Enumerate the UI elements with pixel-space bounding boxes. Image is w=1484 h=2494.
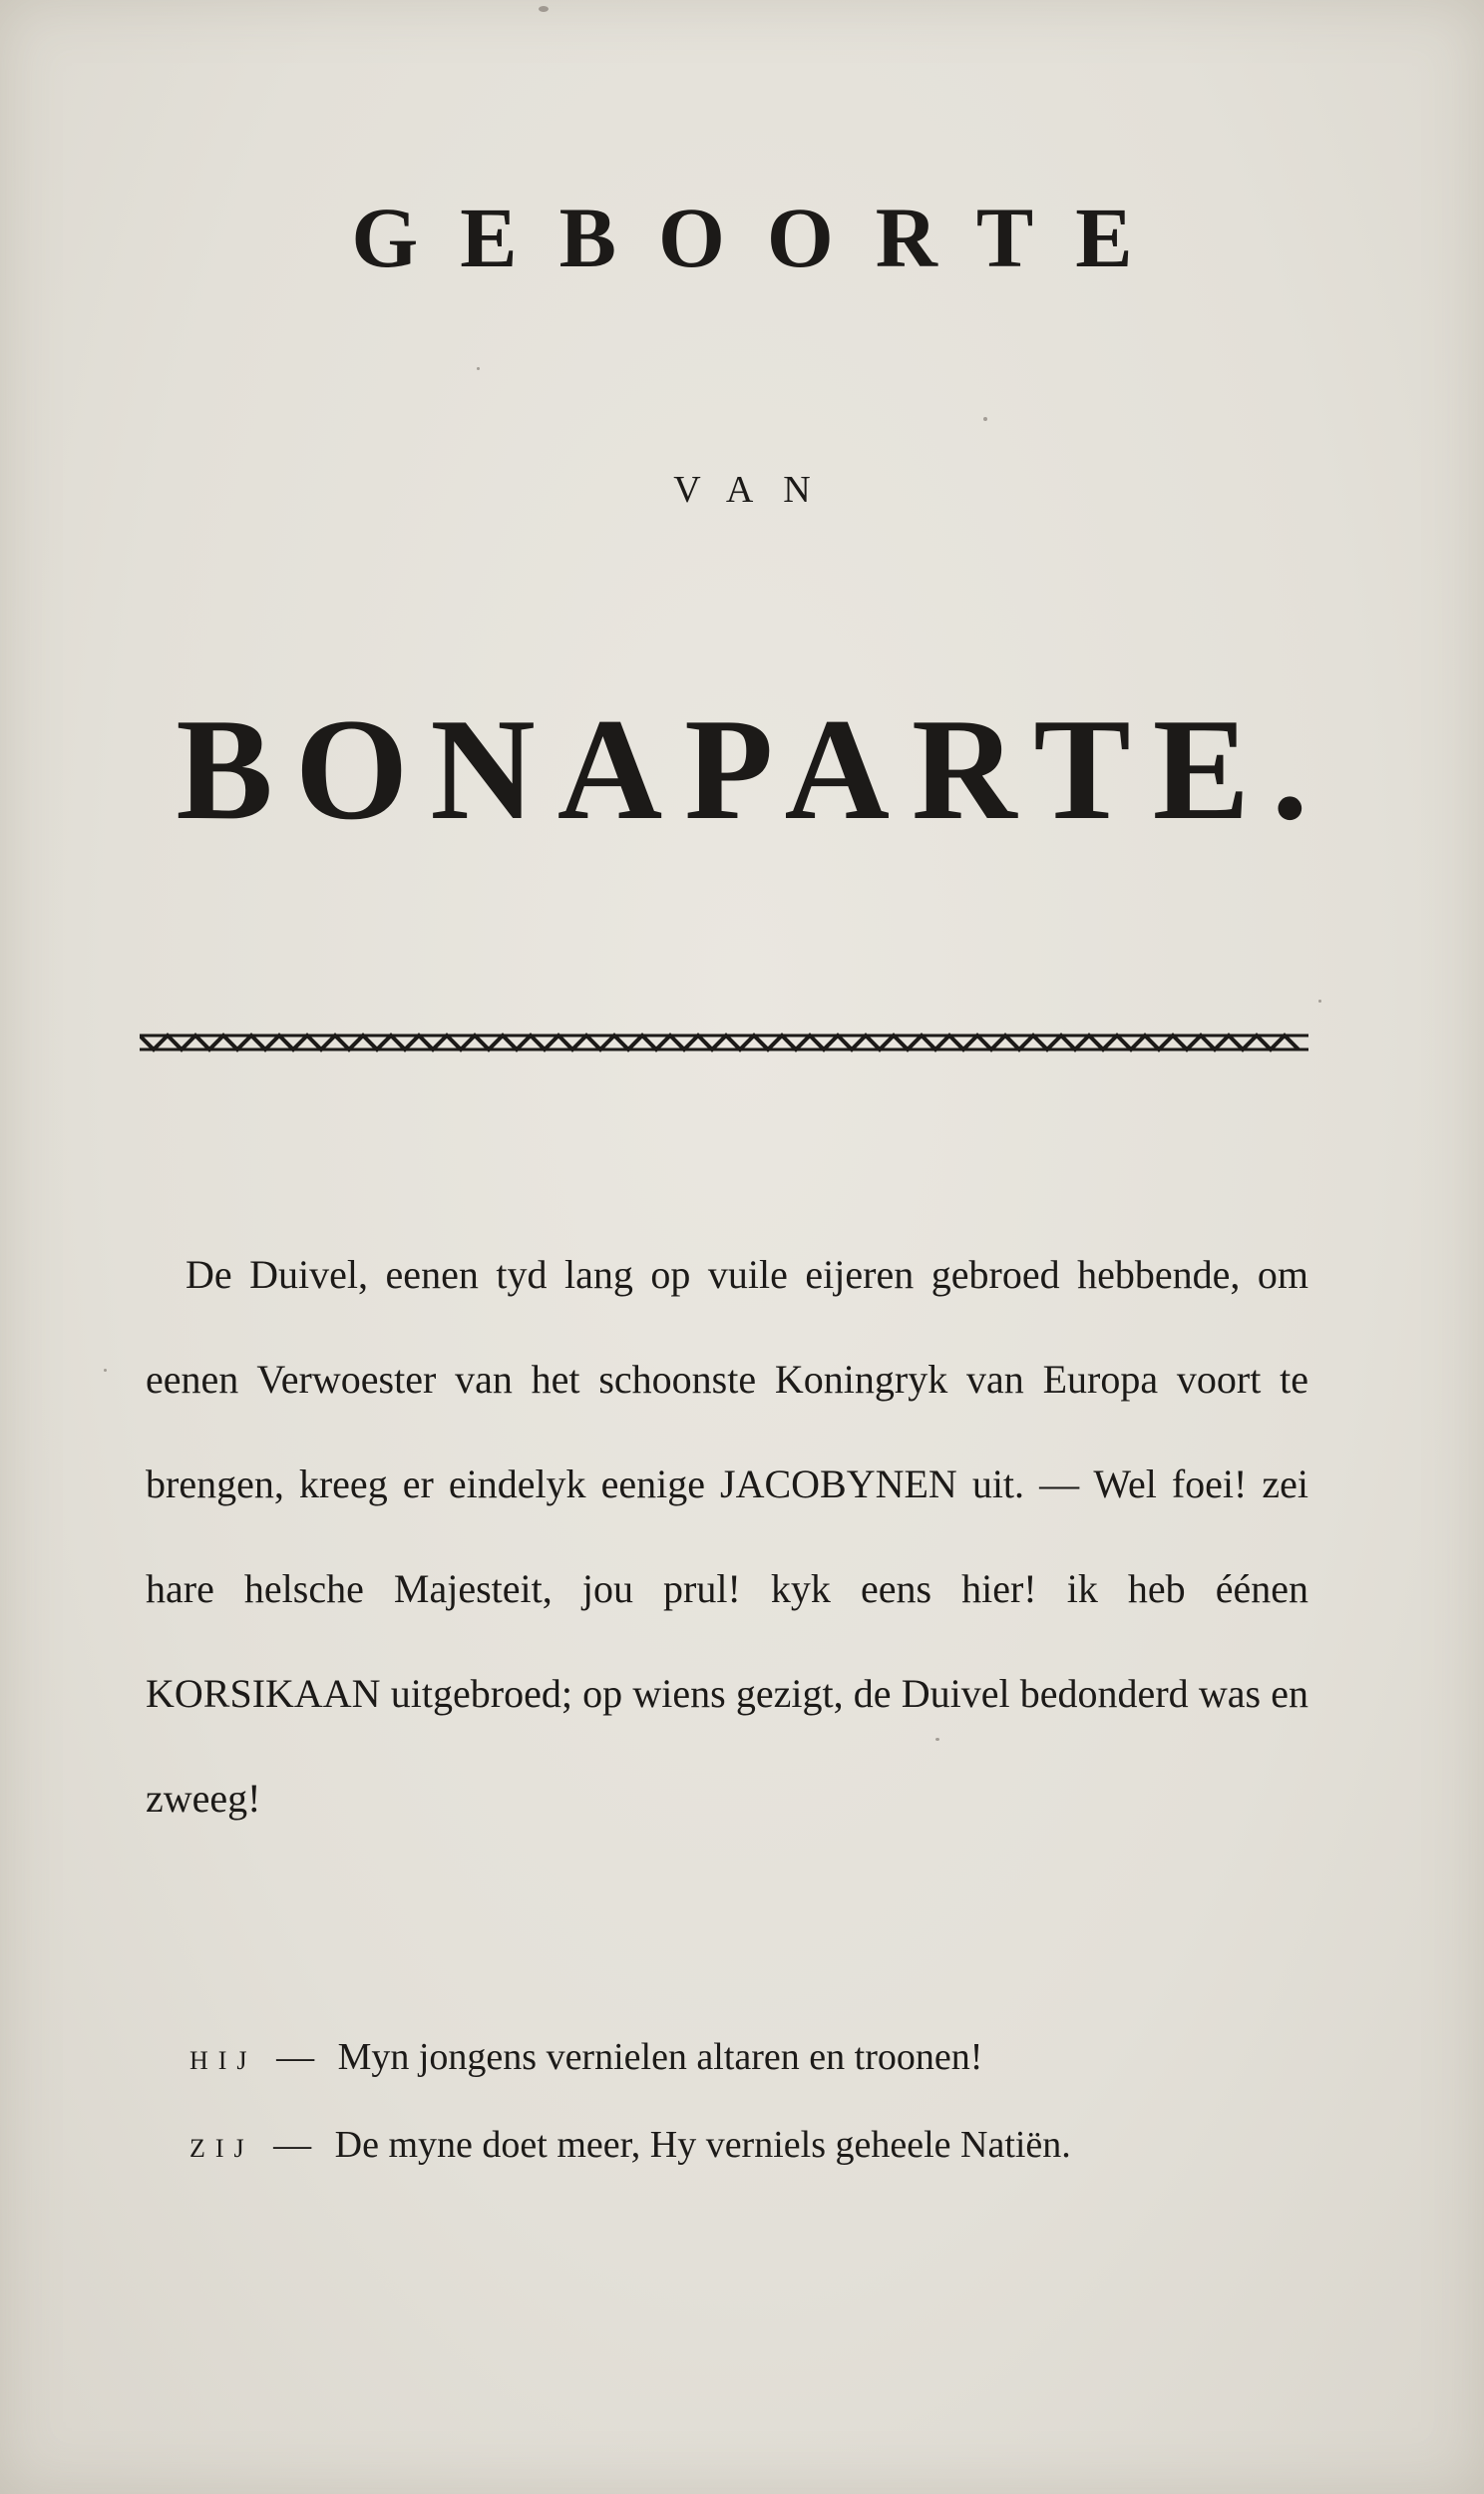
paper-speck xyxy=(1318,1000,1321,1003)
body-paragraph: De Duivel, eenen tyd lang op vuile eijeren gebroed hebbende, om eenen Verwoester van het schoonste Koningryk van Europa voort te brengen, kreeg er eindelyk eenige JACOBYNEN uit. — Wel foei! zei hare helsche Majesteit, jou prul! kyk eens hier! ik heb éénen KORSIKAAN uitgebroed; op wiens gezigt, de Duivel bedonderd was en zweeg! xyxy=(146,1252,1308,1821)
dialogue-text: De myne doet meer, Hy verniels geheele Natiën. xyxy=(334,2124,1071,2166)
paper-speck xyxy=(104,1369,107,1372)
speaker-label: HIJ xyxy=(189,2046,257,2075)
dialogue-dash: — xyxy=(273,2124,312,2166)
title-line-geboorte: GEBOORTE xyxy=(351,190,1175,285)
title-line-bonaparte: BONAPARTE. xyxy=(176,688,1330,850)
ornamental-rule xyxy=(140,1024,1308,1059)
dialogue-dash: — xyxy=(276,2036,315,2078)
dialogue-line-hij xyxy=(189,2015,1306,2103)
paper-speck xyxy=(539,6,549,12)
dialogue-block xyxy=(189,2015,1306,2191)
paper-speck xyxy=(983,417,987,421)
paper-speck xyxy=(477,367,480,370)
speaker-label: ZIJ xyxy=(189,2134,254,2163)
dialogue-line-zij xyxy=(189,2103,1306,2191)
title-line-van: VAN xyxy=(673,469,841,511)
dialogue-text: Myn jongens vernielen altaren en troonen! xyxy=(337,2036,983,2078)
